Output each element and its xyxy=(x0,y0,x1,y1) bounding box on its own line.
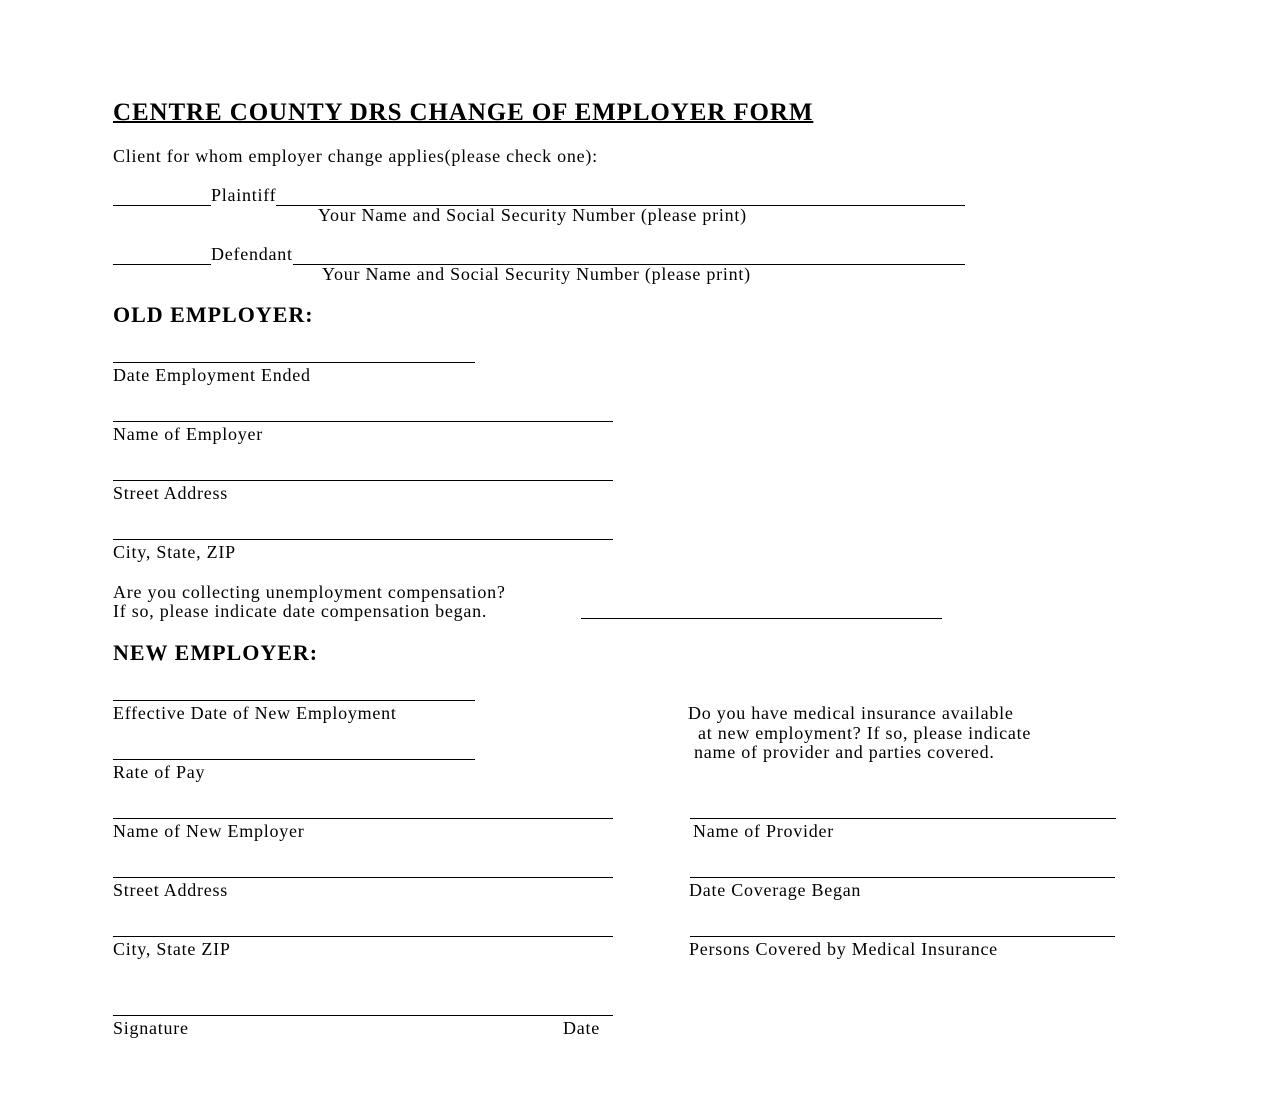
old-street-field[interactable] xyxy=(113,480,613,481)
old-employer-name-field[interactable] xyxy=(113,421,613,422)
date-ended-field[interactable] xyxy=(113,362,475,363)
persons-covered-label: Persons Covered by Medical Insurance xyxy=(689,939,998,959)
plaintiff-checkbox-line[interactable] xyxy=(113,187,211,206)
new-employer-heading: NEW EMPLOYER: xyxy=(113,640,319,665)
new-city-label: City, State ZIP xyxy=(113,939,231,959)
new-street-label: Street Address xyxy=(113,880,228,900)
plaintiff-label: Plaintiff xyxy=(211,185,277,205)
coverage-date-field[interactable] xyxy=(690,877,1115,878)
plaintiff-row xyxy=(113,184,965,206)
defendant-row xyxy=(113,243,965,265)
new-employer-name-field[interactable] xyxy=(113,818,613,819)
date-ended-label: Date Employment Ended xyxy=(113,365,311,385)
old-street-label: Street Address xyxy=(113,483,228,503)
signature-field[interactable] xyxy=(113,1015,613,1016)
persons-covered-field[interactable] xyxy=(690,936,1115,937)
old-employer-name-label: Name of Employer xyxy=(113,424,263,444)
old-city-label: City, State, ZIP xyxy=(113,542,236,562)
defendant-caption: Your Name and Social Security Number (please print) xyxy=(322,264,751,284)
signature-label: Signature xyxy=(113,1018,189,1038)
coverage-date-label: Date Coverage Began xyxy=(689,880,862,900)
provider-label: Name of Provider xyxy=(693,821,834,841)
insurance-question-1: Do you have medical insurance available xyxy=(688,703,1014,723)
unemployment-question: Are you collecting unemployment compensation? xyxy=(113,582,506,602)
rate-of-pay-field[interactable] xyxy=(113,759,475,760)
rate-of-pay-label: Rate of Pay xyxy=(113,762,206,782)
page-title: CENTRE COUNTY DRS CHANGE OF EMPLOYER FORM xyxy=(113,99,814,126)
old-employer-heading: OLD EMPLOYER: xyxy=(113,302,314,327)
new-city-field[interactable] xyxy=(113,936,613,937)
plaintiff-caption: Your Name and Social Security Number (please print) xyxy=(318,205,747,225)
effective-date-label: Effective Date of New Employment xyxy=(113,703,397,723)
provider-field[interactable] xyxy=(690,818,1116,819)
date-label: Date xyxy=(563,1018,600,1038)
unemployment-date-field[interactable] xyxy=(581,618,942,619)
new-street-field[interactable] xyxy=(113,877,613,878)
defendant-checkbox-line[interactable] xyxy=(113,246,211,265)
insurance-question-3: name of provider and parties covered. xyxy=(694,742,995,762)
insurance-question-2: at new employment? If so, please indicate xyxy=(698,723,1032,743)
unemployment-date-prompt: If so, please indicate date compensation began. xyxy=(113,601,488,621)
client-prompt: Client for whom employer change applies(please check one): xyxy=(113,146,598,166)
old-city-field[interactable] xyxy=(113,539,613,540)
new-employer-name-label: Name of New Employer xyxy=(113,821,305,841)
effective-date-field[interactable] xyxy=(113,700,475,701)
defendant-label: Defendant xyxy=(211,244,293,264)
